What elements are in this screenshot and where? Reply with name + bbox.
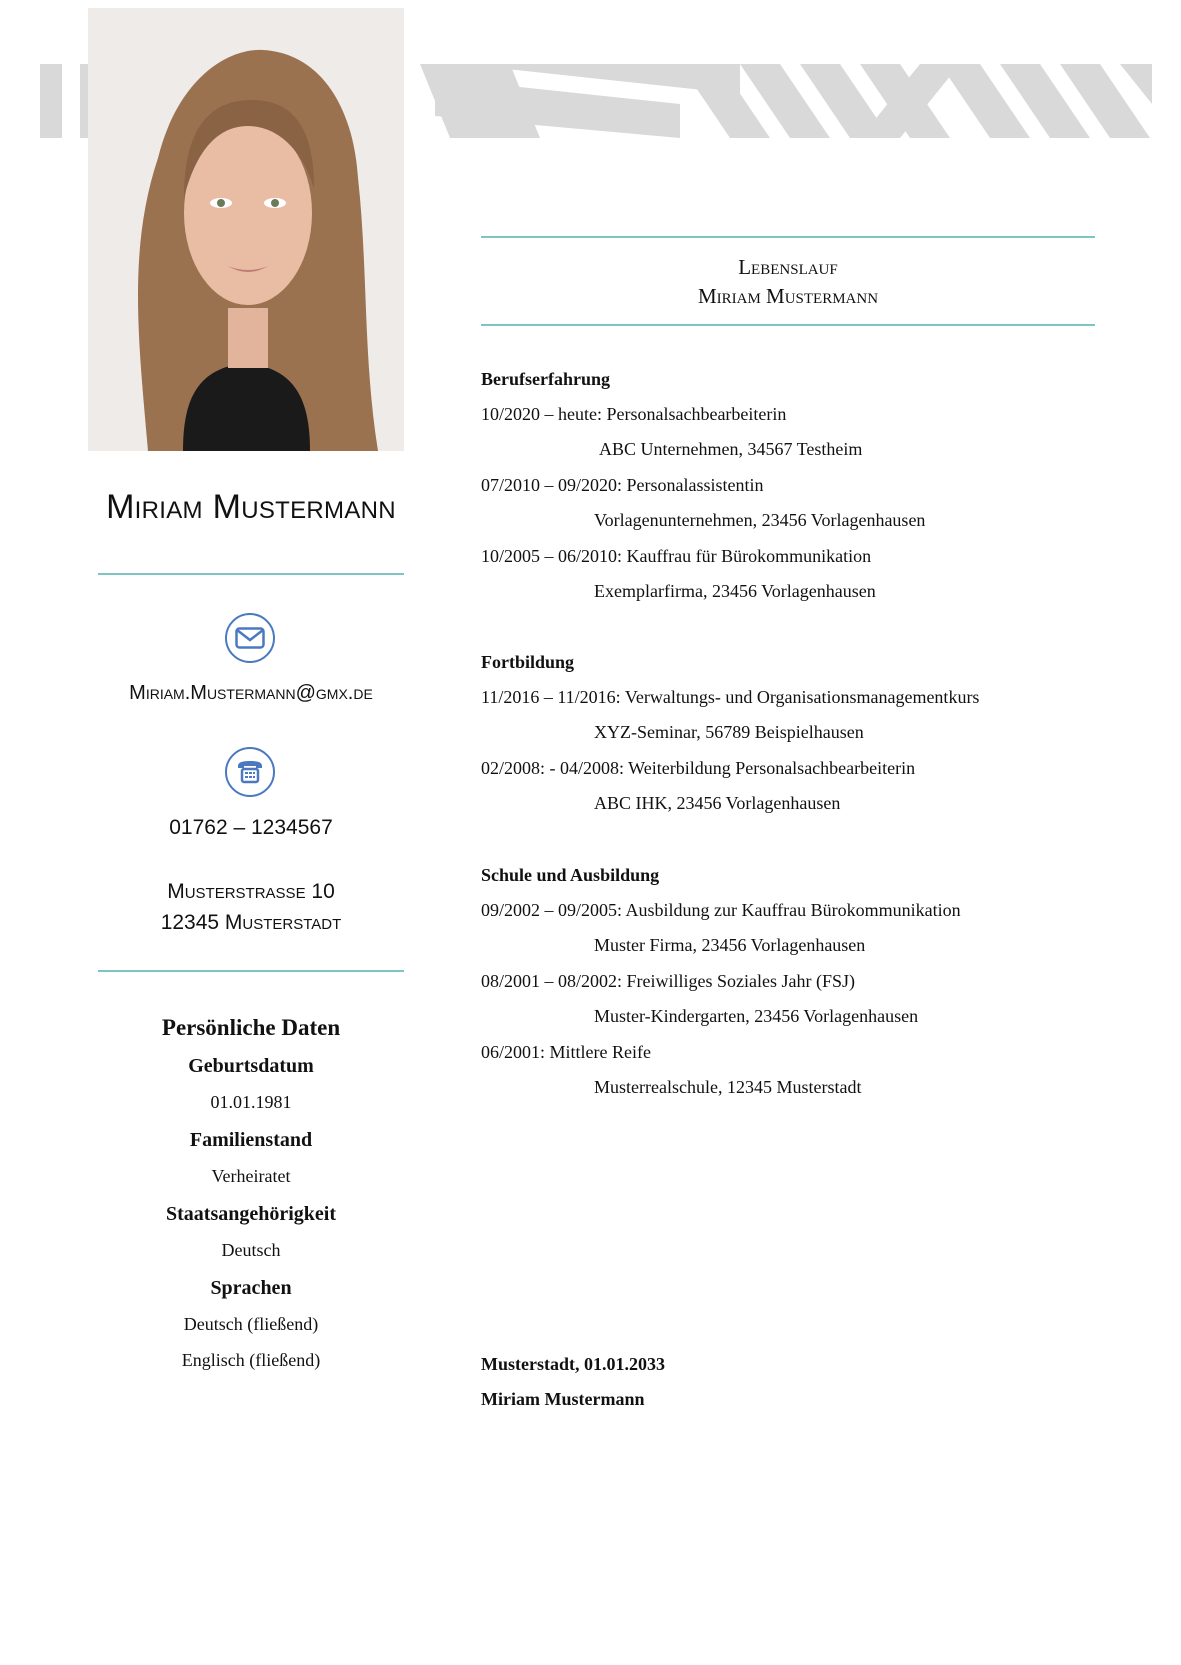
education-entry-line2: Musterrealschule, 12345 Musterstadt (594, 1077, 862, 1097)
header-rule-top (481, 236, 1095, 238)
experience-entry-line2: ABC Unternehmen, 34567 Testheim (599, 439, 863, 459)
education-entry-line2: Muster Firma, 23456 Vorlagenhausen (594, 935, 866, 955)
marital-label: Familienstand (189, 1129, 313, 1151)
document-title (481, 253, 1095, 311)
section-title-education: Schule und Ausbildung (481, 865, 660, 885)
language-item: Deutsch (fließend) (183, 1314, 319, 1334)
birthdate-value: 01.01.1981 (210, 1092, 292, 1112)
marital-value: Verheiratet (211, 1166, 291, 1186)
education-entry-line1: 06/2001: Mittlere Reife (481, 1042, 651, 1062)
document-title-name: Miriam Mustermann (697, 284, 879, 308)
experience-entry-line2: Exemplarfirma, 23456 Vorlagenhausen (594, 581, 876, 601)
divider (98, 970, 404, 972)
document-title-text: Lebenslauf (738, 255, 838, 279)
envelope-icon (225, 613, 275, 663)
experience-entry-line1: 10/2020 – heute: Personalsachbearbeiterin (481, 404, 787, 424)
address-street: Musterstrasse 10 (167, 880, 335, 903)
education-entry-line1: 08/2001 – 08/2002: Freiwilliges Soziales Jahr (FSJ) (481, 971, 855, 991)
section-title-experience: Berufserfahrung (481, 369, 610, 389)
phone-icon (225, 747, 275, 797)
sidebar-name: Miriam Mustermann (106, 488, 396, 526)
experience-entry-line2: Vorlagenunternehmen, 23456 Vorlagenhausen (594, 510, 926, 530)
profile-photo (88, 8, 404, 451)
training-entry-line1: 02/2008: - 04/2008: Weiterbildung Personalsachbearbeiterin (481, 758, 916, 778)
training-entry-line2: ABC IHK, 23456 Vorlagenhausen (594, 793, 841, 813)
divider (98, 573, 404, 575)
language-item: Englisch (fließend) (181, 1350, 321, 1370)
training-entry-line1: 11/2016 – 11/2016: Verwaltungs- und Organisationsmanagementkurs (481, 687, 980, 707)
address (98, 876, 404, 938)
header-rule-bottom (481, 324, 1095, 326)
experience-entry-line1: 07/2010 – 09/2020: Personalassistentin (481, 475, 764, 495)
section-title-training: Fortbildung (481, 652, 575, 672)
phone-number[interactable]: 01762 – 1234567 (169, 816, 333, 839)
email-address[interactable]: Miriam.Mustermann@gmx.de (129, 682, 373, 704)
nationality-label: Staatsangehörigkeit (166, 1203, 336, 1225)
signature-place-date: Musterstadt, 01.01.2033 (481, 1354, 665, 1374)
education-entry-line1: 09/2002 – 09/2005: Ausbildung zur Kauffrau Bürokommunikation (481, 900, 961, 920)
signature-name: Miriam Mustermann (481, 1389, 645, 1409)
address-city: 12345 Musterstadt (160, 911, 342, 934)
experience-entry-line1: 10/2005 – 06/2010: Kauffrau für Bürokommunikation (481, 546, 872, 566)
birthdate-label: Geburtsdatum (188, 1055, 314, 1077)
training-entry-line2: XYZ-Seminar, 56789 Beispielhausen (594, 722, 864, 742)
personal-data-title: Persönliche Daten (161, 1015, 341, 1040)
nationality-value: Deutsch (221, 1240, 281, 1260)
languages-label: Sprachen (210, 1277, 292, 1299)
education-entry-line2: Muster-Kindergarten, 23456 Vorlagenhausen (594, 1006, 919, 1026)
